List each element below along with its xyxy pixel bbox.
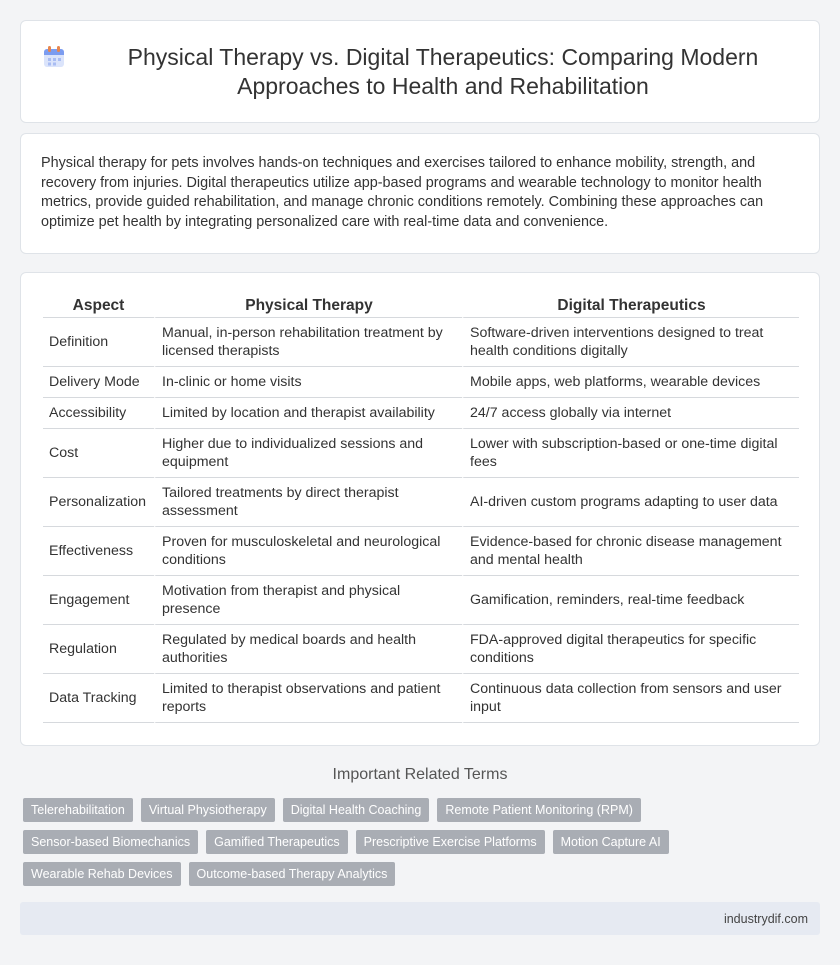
related-term-tag[interactable]: Telerehabilitation	[23, 798, 133, 822]
row-physical: Higher due to individualized sessions and equipment	[154, 429, 462, 478]
row-physical: Manual, in-person rehabilitation treatment by licensed therapists	[154, 318, 462, 367]
header-card	[20, 20, 820, 123]
row-physical: Proven for musculoskeletal and neurological conditions	[154, 527, 462, 576]
related-term-tag[interactable]: Prescriptive Exercise Platforms	[356, 830, 545, 854]
header-physical-therapy: Physical Therapy	[154, 293, 462, 318]
intro-paragraph: Physical therapy for pets involves hands-on techniques and exercises tailored to enhance mobility, strength, and recovery from injuries. Digital therapeutics utilize app-based programs and wearable technology to monitor health metrics, provide guided rehabilitation, and manage chronic conditions remotely. Combining these approaches can optimize pet health by integrating personalized care with real-time data and convenience.	[41, 155, 764, 230]
table-header-row	[43, 293, 799, 318]
row-aspect: Effectiveness	[43, 527, 154, 576]
related-term-tag[interactable]: Virtual Physiotherapy	[141, 798, 275, 822]
related-term-tag[interactable]: Outcome-based Therapy Analytics	[189, 862, 396, 886]
row-physical: In-clinic or home visits	[154, 367, 462, 398]
row-digital: Software-driven interventions designed to treat health conditions digitally	[462, 318, 799, 367]
header-digital-therapeutics: Digital Therapeutics	[462, 293, 799, 318]
table-row	[43, 429, 799, 478]
row-digital: FDA-approved digital therapeutics for specific conditions	[462, 625, 799, 674]
row-digital: Evidence-based for chronic disease management and mental health	[462, 527, 799, 576]
page-title: Physical Therapy vs. Digital Therapeutics: Comparing Modern Approaches to Health and Rehabilitation	[127, 43, 759, 99]
row-digital: Lower with subscription-based or one-time digital fees	[462, 429, 799, 478]
row-physical: Limited to therapist observations and patient reports	[154, 674, 462, 723]
row-digital: AI-driven custom programs adapting to user data	[462, 478, 799, 527]
related-term-tag[interactable]: Remote Patient Monitoring (RPM)	[437, 798, 641, 822]
related-term-tag[interactable]: Sensor-based Biomechanics	[23, 830, 198, 854]
row-aspect: Cost	[43, 429, 154, 478]
row-physical: Regulated by medical boards and health authorities	[154, 625, 462, 674]
row-aspect: Delivery Mode	[43, 367, 154, 398]
row-digital: Mobile apps, web platforms, wearable devices	[462, 367, 799, 398]
row-aspect: Data Tracking	[43, 674, 154, 723]
calendar-icon	[41, 44, 67, 70]
table-row	[43, 625, 799, 674]
footer	[20, 902, 820, 935]
related-terms-heading: Important Related Terms	[332, 766, 508, 783]
header-aspect: Aspect	[43, 293, 154, 318]
row-physical: Tailored treatments by direct therapist assessment	[154, 478, 462, 527]
row-physical: Limited by location and therapist availability	[154, 398, 462, 429]
related-terms-list	[23, 798, 813, 886]
comparison-table	[43, 293, 799, 723]
table-row	[43, 398, 799, 429]
row-digital: Gamification, reminders, real-time feedback	[462, 576, 799, 625]
comparison-table-card	[20, 272, 820, 746]
table-row	[43, 674, 799, 723]
row-aspect: Definition	[43, 318, 154, 367]
row-aspect: Personalization	[43, 478, 154, 527]
table-row	[43, 478, 799, 527]
row-aspect: Accessibility	[43, 398, 154, 429]
row-aspect: Engagement	[43, 576, 154, 625]
related-term-tag[interactable]: Digital Health Coaching	[283, 798, 430, 822]
related-term-tag[interactable]: Wearable Rehab Devices	[23, 862, 181, 886]
row-digital: Continuous data collection from sensors and user input	[462, 674, 799, 723]
table-row	[43, 527, 799, 576]
table-row	[43, 318, 799, 367]
row-aspect: Regulation	[43, 625, 154, 674]
table-row	[43, 576, 799, 625]
related-term-tag[interactable]: Motion Capture AI	[553, 830, 669, 854]
intro-card	[20, 133, 820, 254]
row-digital: 24/7 access globally via internet	[462, 398, 799, 429]
row-physical: Motivation from therapist and physical presence	[154, 576, 462, 625]
table-row	[43, 367, 799, 398]
related-term-tag[interactable]: Gamified Therapeutics	[206, 830, 348, 854]
footer-site-link[interactable]: industrydif.com	[723, 911, 808, 926]
